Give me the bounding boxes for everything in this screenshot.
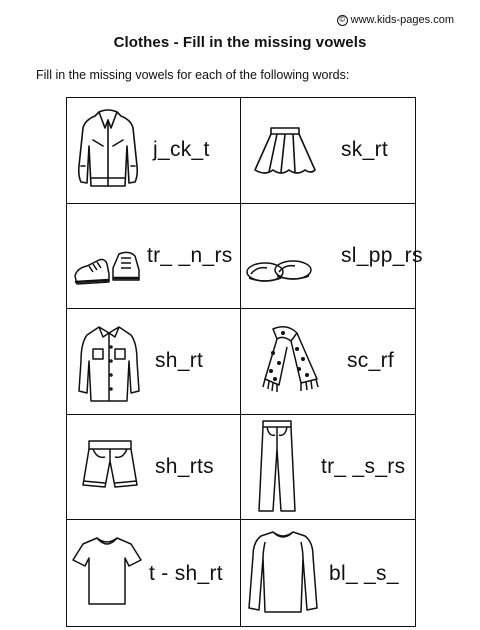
worksheet-cell-blouse: [241, 520, 415, 626]
jacket-icon: [75, 106, 141, 190]
worksheet-cell-scarf: [241, 309, 415, 415]
slippers-icon: [245, 254, 315, 286]
trousers-icon: [255, 419, 299, 515]
sneakers-icon: [73, 246, 143, 290]
copyright-notice: [337, 14, 454, 26]
worksheet-cell-slippers: [241, 204, 423, 310]
instructions: Fill in the missing vowels for each of the following words:: [36, 68, 350, 82]
word-blank: tr_ _n_rs: [147, 243, 233, 267]
tshirt-icon: [71, 534, 143, 608]
skirt-icon: [251, 124, 319, 180]
word-blank: bl_ _s_: [329, 562, 399, 586]
worksheet-cell-shorts: [67, 415, 241, 521]
worksheet-cell-sneakers: [67, 204, 241, 310]
page-title: Clothes - Fill in the missing vowels: [113, 34, 367, 51]
site-url: www.kids-pages.com: [350, 14, 454, 26]
worksheet-grid: [66, 97, 423, 627]
worksheet-cell-tshirt: [67, 520, 241, 626]
word-blank: sh_rts: [155, 454, 214, 478]
word-blank: sc_rf: [347, 349, 395, 373]
scarf-icon: [251, 323, 323, 399]
word-blank: tr_ _s_rs: [321, 454, 406, 478]
worksheet-cell-jacket: [67, 98, 241, 204]
word-blank: sl_pp_rs: [341, 243, 423, 267]
word-blank: sh_rt: [155, 349, 204, 373]
shirt-icon: [75, 321, 143, 405]
worksheet-cell-shirt: [67, 309, 241, 415]
word-blank: j_ck_t: [153, 138, 210, 161]
shorts-icon: [79, 437, 141, 499]
worksheet-cell-trousers: [241, 415, 415, 521]
word-blank: t - sh_rt: [149, 562, 223, 586]
word-blank: sk_rt: [341, 138, 389, 161]
copyright-symbol: ©: [337, 15, 348, 26]
blouse-icon: [247, 528, 319, 616]
worksheet-cell-skirt: [241, 98, 415, 204]
